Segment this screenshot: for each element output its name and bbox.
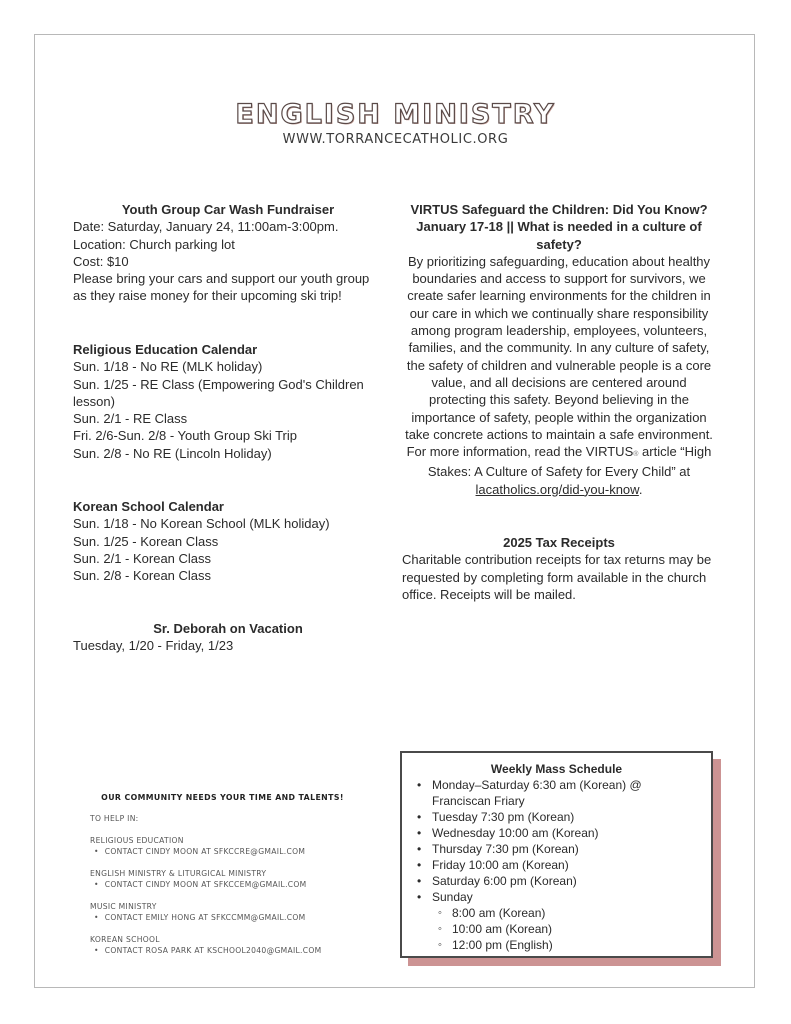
community-group-label: MUSIC MINISTRY (90, 902, 157, 911)
virtus-body-line: By prioritizing safeguarding, education about healthy (407, 253, 711, 269)
korean-calendar-section (73, 498, 383, 584)
car-wash-body-line: as they raise money for their upcoming ski trip! (73, 288, 342, 304)
virtus-body-line: among program leadership, employees, volunteers, (410, 323, 708, 339)
mass-schedule-sunday-label: Sunday (432, 890, 473, 904)
mass-schedule-item: • Saturday 6:00 pm (Korean) (432, 873, 711, 889)
re-calendar-title: Religious Education Calendar (73, 342, 258, 357)
car-wash-location: Location: Church parking lot (73, 236, 235, 252)
community-group (90, 868, 370, 890)
virtus-more-info (402, 443, 716, 463)
masthead (0, 98, 791, 148)
link-period: . (638, 481, 643, 497)
virtus-body-line: value, and all decisions are centered around (431, 374, 687, 390)
mass-schedule-title: Weekly Mass Schedule (490, 762, 623, 776)
car-wash-title: Youth Group Car Wash Fundraiser (121, 202, 335, 217)
tax-body-line: requested by completing form available in the church (402, 569, 707, 585)
virtus-section (402, 201, 716, 498)
mass-schedule-item-sunday (432, 889, 711, 953)
mass-schedule-item: • Monday–Saturday 6:30 am (Korean) @ Franciscan Friary (432, 777, 711, 809)
korean-calendar-item: Sun. 2/1 - Korean Class (73, 550, 212, 566)
car-wash-section (73, 201, 383, 305)
community-group-contact: • CONTACT CINDY MOON AT SFKCCEM@GMAIL.COM (90, 879, 370, 890)
community-group-contact: • CONTACT EMILY HONG AT SFKCCMM@GMAIL.COM (90, 912, 370, 923)
car-wash-cost: Cost: $10 (73, 253, 129, 269)
registered-mark: ® (633, 451, 639, 459)
sunday-mass-item: ◦ 12:00 pm (English) (452, 937, 711, 953)
community-group-contact: • CONTACT CINDY MOON AT SFKCCRE@GMAIL.COM (90, 846, 370, 857)
car-wash-body-line: Please bring your cars and support our youth group (73, 271, 370, 287)
re-calendar-item: Sun. 1/18 - No RE (MLK holiday) (73, 359, 263, 375)
re-calendar-item: lesson) (73, 393, 115, 409)
sunday-mass-item: ◦ 8:00 am (Korean) (452, 905, 711, 921)
vacation-dates: Tuesday, 1/20 - Friday, 1/23 (73, 638, 234, 654)
korean-calendar-item: Sun. 1/18 - No Korean School (MLK holiday) (73, 516, 330, 532)
community-group (90, 934, 370, 956)
tax-title: 2025 Tax Receipts (503, 535, 615, 550)
masthead-url: WWW.TORRANCECATHOLIC.ORG (282, 132, 509, 147)
car-wash-date: Date: Saturday, January 24, 11:00am-3:00pm. (73, 219, 339, 235)
re-calendar-item: Sun. 2/8 - No RE (Lincoln Holiday) (73, 445, 272, 461)
vacation-title: Sr. Deborah on Vacation (153, 621, 303, 636)
re-calendar-section (73, 341, 383, 462)
tax-section (402, 534, 716, 603)
did-you-know-link[interactable]: lacatholics.org/did-you-know (475, 481, 639, 497)
community-group-label: KOREAN SCHOOL (90, 935, 160, 944)
mass-schedule-item: • Thursday 7:30 pm (Korean) (432, 841, 711, 857)
community-section (90, 793, 370, 967)
korean-calendar-title: Korean School Calendar (73, 499, 224, 514)
virtus-article-line: Stakes: A Culture of Safety for Every Child” at (427, 464, 691, 480)
virtus-body-line: the safety of children and vulnerable people is a core (406, 357, 712, 373)
mass-schedule-item: • Wednesday 10:00 am (Korean) (432, 825, 711, 841)
community-group (90, 835, 370, 857)
sunday-mass-item: ◦ 10:00 am (Korean) (452, 921, 711, 937)
tax-body-line: Charitable contribution receipts for tax returns may be (402, 552, 712, 568)
mass-schedule-item: • Tuesday 7:30 pm (Korean) (432, 809, 711, 825)
virtus-body-line: families, and the community. In any culture of safety, (408, 340, 710, 356)
masthead-title: ENGLISH MINISTRY (235, 99, 556, 130)
community-group (90, 901, 370, 923)
korean-calendar-item: Sun. 2/8 - Korean Class (73, 568, 212, 584)
virtus-body-line: boundaries and access to support for survivors, we (412, 271, 706, 287)
virtus-more-info-suffix: article “High (638, 444, 712, 460)
mass-schedule-box (400, 751, 713, 958)
virtus-title-line: VIRTUS Safeguard the Children: Did You Know? (410, 202, 708, 217)
virtus-more-info-prefix: For more information, read the VIRTUS (406, 444, 634, 460)
virtus-body-line: create safer learning environments for the children in (407, 288, 711, 304)
korean-calendar-item: Sun. 1/25 - Korean Class (73, 533, 219, 549)
virtus-link-line (402, 481, 716, 498)
re-calendar-item: Fri. 2/6-Sun. 2/8 - Youth Group Ski Trip (73, 428, 298, 444)
community-group-contact: • CONTACT ROSA PARK AT KSCHOOL2040@GMAIL.COM (90, 945, 370, 956)
virtus-body-line: protecting this safety. Beyond believing in the (429, 392, 689, 408)
vacation-section (73, 620, 383, 655)
community-title: OUR COMMUNITY NEEDS YOUR TIME AND TALENTS! (101, 793, 344, 802)
community-help-in: TO HELP IN: (90, 814, 139, 823)
virtus-body-line: our care in which we continually share responsibility (409, 305, 709, 321)
community-group-label: RELIGIOUS EDUCATION (90, 836, 184, 845)
re-calendar-item: Sun. 1/25 - RE Class (Empowering God's Children (73, 376, 364, 392)
community-group-label: ENGLISH MINISTRY & LITURGICAL MINISTRY (90, 869, 267, 878)
virtus-title-line: January 17-18 || What is needed in a culture of (416, 219, 702, 235)
re-calendar-item: Sun. 2/1 - RE Class (73, 411, 188, 427)
tax-body-line: office. Receipts will be mailed. (402, 586, 576, 602)
virtus-body-line: take concrete actions to maintain a safe environment. (405, 426, 713, 442)
virtus-body-line: importance of safety, people within the organization (411, 409, 707, 425)
mass-schedule-list (402, 777, 711, 953)
sunday-mass-list (432, 905, 711, 953)
virtus-title-line: safety? (536, 236, 582, 252)
mass-schedule-item: • Friday 10:00 am (Korean) (432, 857, 711, 873)
tax-body (402, 551, 716, 603)
